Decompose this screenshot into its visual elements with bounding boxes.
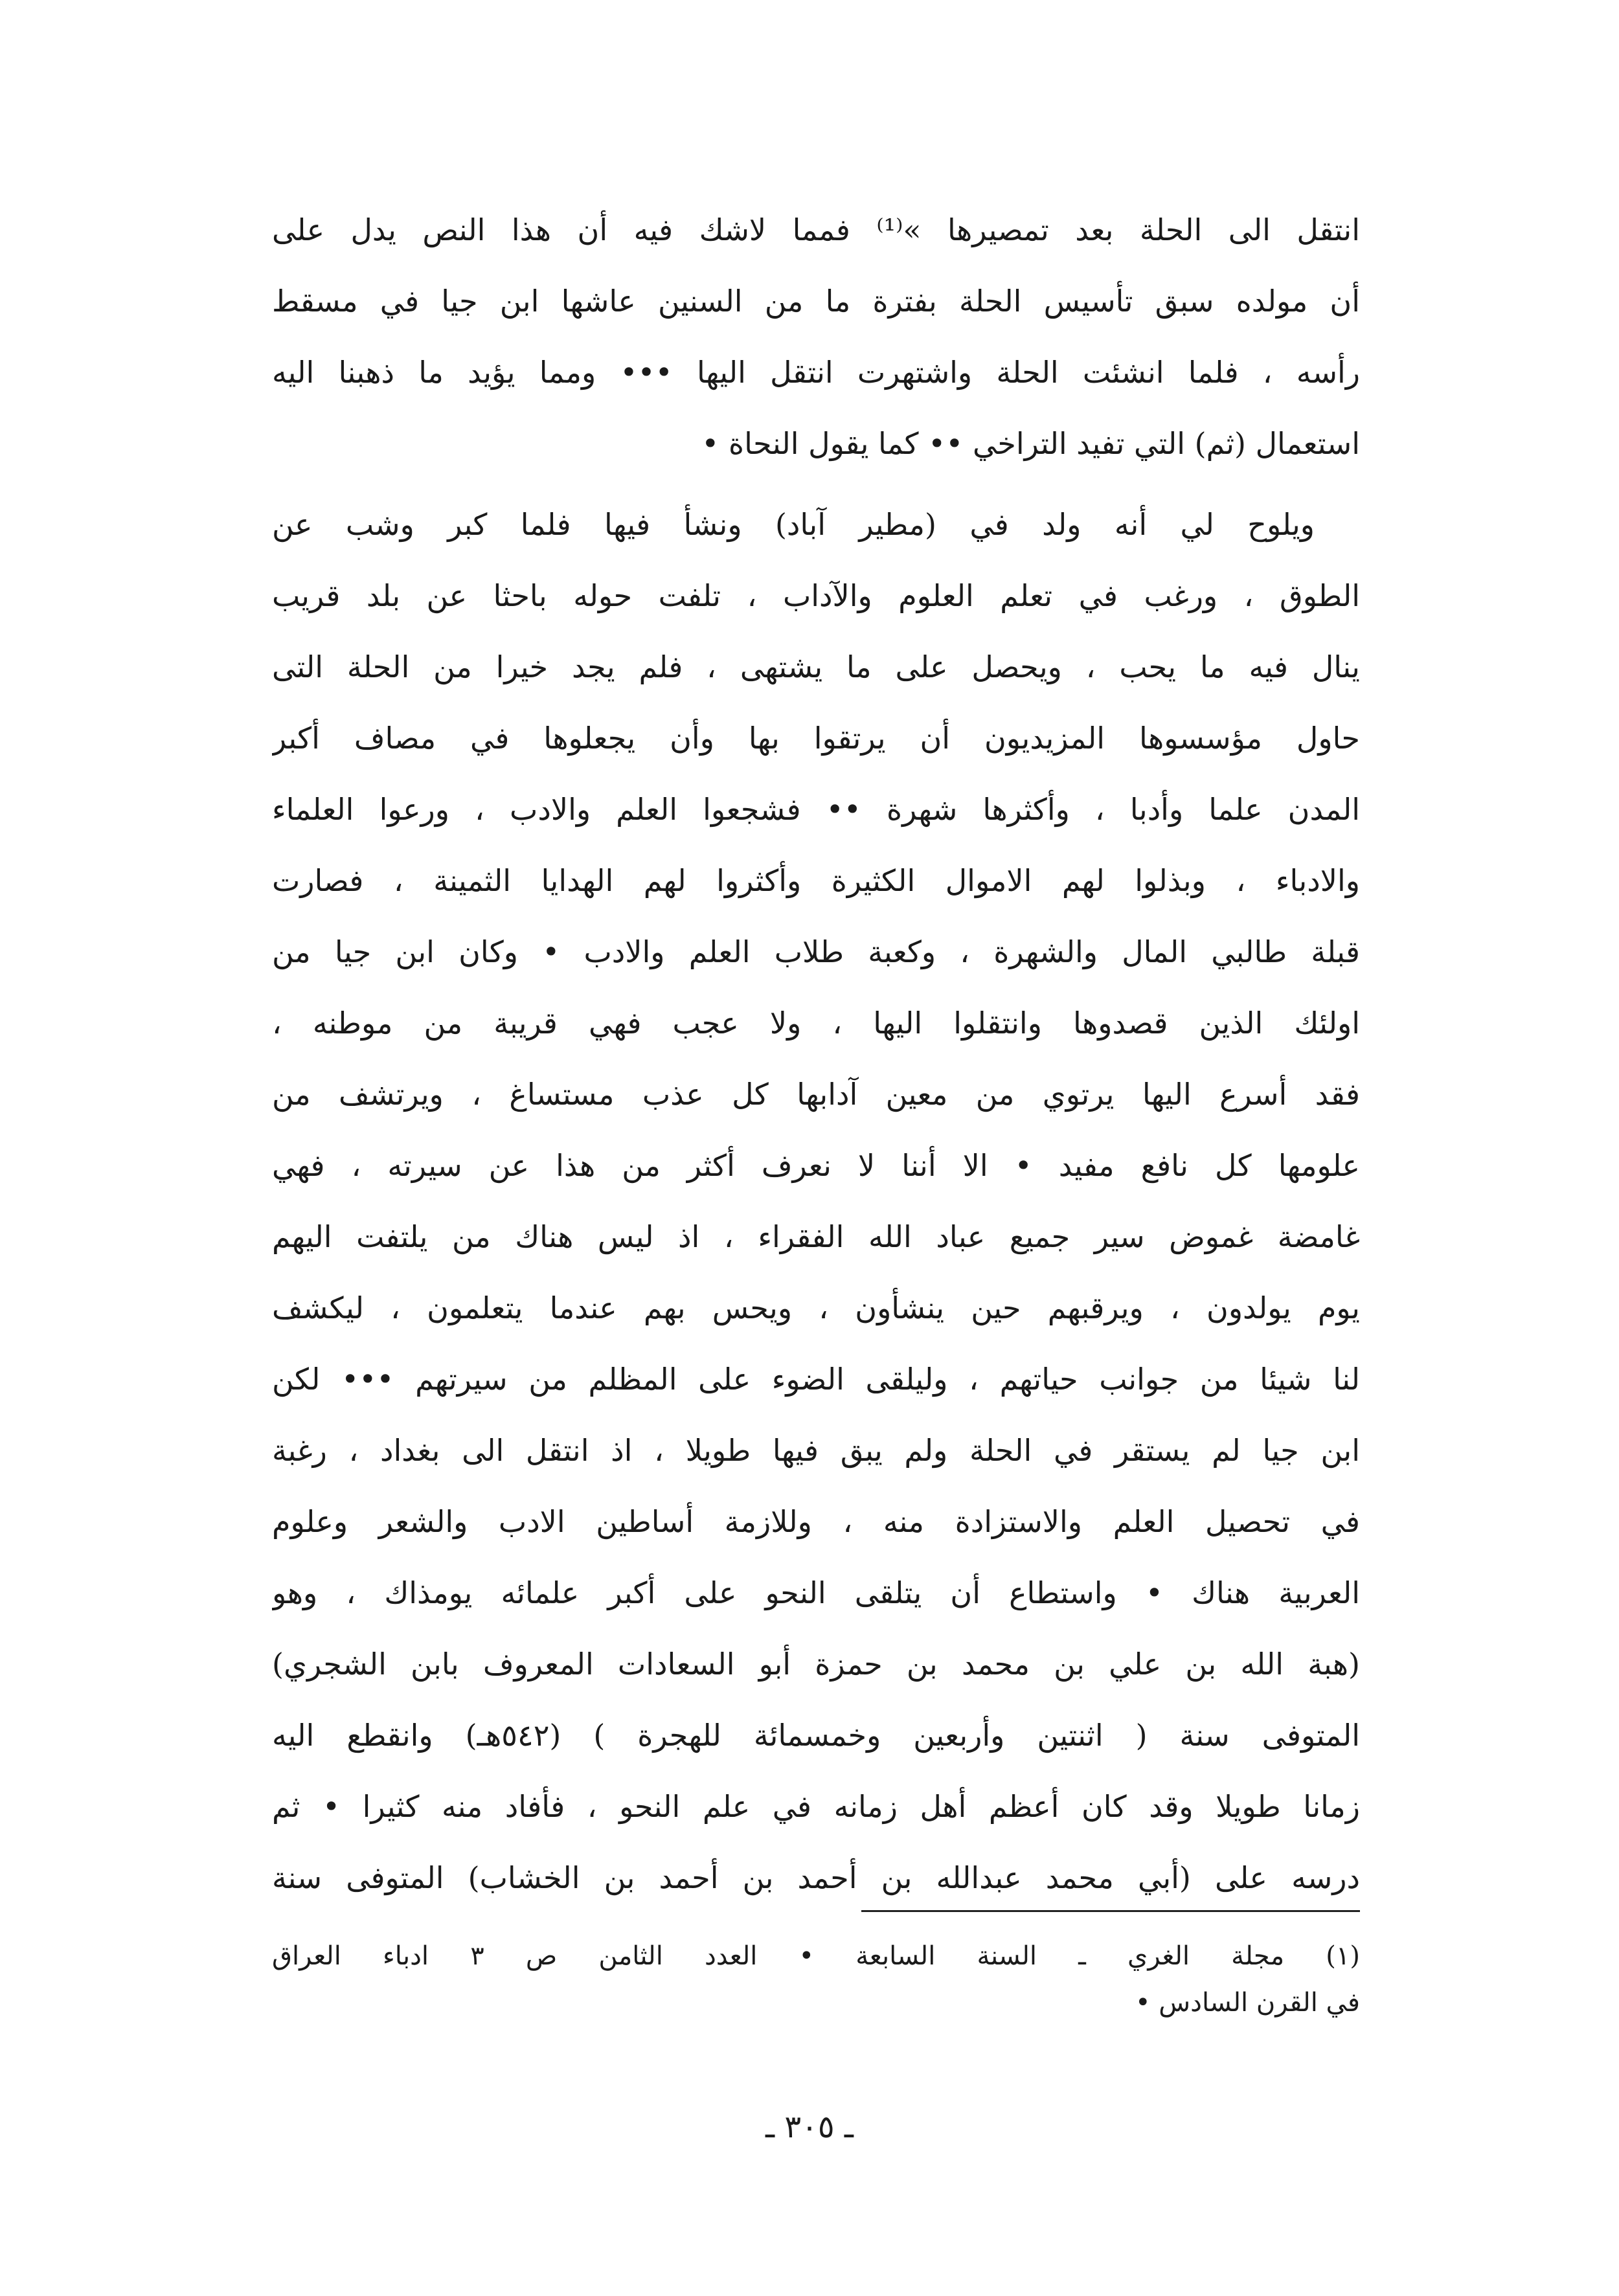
text-line: ابن جيا لم يستقر في الحلة ولم يبق فيها طويلا ، اذ انتقل الى بغداد ، رغبة [272,1433,1360,1468]
text-line: (هبة الله بن علي بن محمد بن حمزة أبو السعادات المعروف بابن الشجري) [272,1647,1360,1682]
text-line: يوم يولدون ، ويرقبهم حين ينشأون ، ويحس بهم عندما يتعلمون ، ليكشف [272,1290,1360,1325]
text-line: فقد أسرع اليها يرتوي من معين آدابها كل عذب مستساغ ، ويرتشف من [272,1077,1360,1112]
text-line: انتقل الى الحلة بعد تمصيرها »⁽¹⁾ فمما لاشك فيه أن هذا النص يدل على [272,212,1360,247]
text-line: غامضة غموض سير جميع عباد الله الفقراء ، اذ ليس هناك من يلتفت اليهم [272,1219,1360,1254]
text-line: ويلوح لي أنه ولد في (مطير آباد) ونشأ فيها فلما كبر وشب عن [272,507,1315,542]
footnote-line: في القرن السادس • [1135,1988,1360,2018]
text-line: استعمال (ثم) التي تفيد التراخي •• كما يقول النحاة • [701,426,1360,461]
page-number: ـ ٣٠٥ ـ [765,2109,854,2145]
text-line: درسه على (أبي محمد عبدالله بن أحمد بن أحمد بن الخشاب) المتوفى سنة [272,1860,1360,1895]
text-line: المتوفى سنة ( اثنتين وأربعين وخمسمائة للهجرة ) (٥٤٢هـ) وانقطع اليه [272,1718,1360,1753]
text-line: الطوق ، ورغب في تعلم العلوم والآداب ، تلفت حوله باحثا عن بلد قريب [272,578,1360,613]
text-line: حاول مؤسسوها المزيديون أن يرتقوا بها وأن يجعلوها في مصاف أكبر [272,721,1360,756]
footnote [272,1933,1360,2026]
text-line: زمانا طويلا وقد كان أعظم أهل زمانه في علم النحو ، فأفاد منه كثيرا • ثم [272,1789,1360,1824]
text-line: أن مولده سبق تأسيس الحلة بفترة ما من السنين عاشها ابن جيا في مسقط [272,284,1360,319]
text-line: ينال فيه ما يحب ، ويحصل على ما يشتهى ، فلم يجد خيرا من الحلة التى [272,649,1360,684]
text-line: قبلة طالبي المال والشهرة ، وكعبة طلاب العلم والادب • وكان ابن جيا من [272,934,1360,969]
footnote-line: (١) مجلة الغري ـ السنة السابعة • العدد الثامن ص ٣ ادباء العراق [272,1941,1360,1971]
text-line: علومها كل نافع مفيد • الا أننا لا نعرف أكثر من هذا عن سيرته ، فهي [272,1148,1360,1183]
text-line: المدن علما وأدبا ، وأكثرها شهرة •• فشجعوا العلم والادب ، ورعوا العلماء [272,792,1360,827]
text-line: لنا شيئا من جوانب حياتهم ، وليلقى الضوء على المظلم من سيرتهم ••• لكن [272,1362,1360,1397]
text-line: اولئك الذين قصدوها وانتقلوا اليها ، ولا عجب فهي قريبة من موطنه ، [272,1006,1360,1041]
text-line: العربية هناك • واستطاع أن يتلقى النحو على أكبر علمائه يومذاك ، وهو [272,1575,1360,1610]
text-line: والادباء ، وبذلوا لهم الاموال الكثيرة وأكثروا لهم الهدايا الثمينة ، فصارت [272,863,1360,898]
paragraph-2 [272,489,1360,1913]
text-line: في تحصيل العلم والاستزادة منه ، وللازمة أساطين الادب والشعر وعلوم [272,1504,1360,1539]
paragraph-1 [272,194,1360,479]
footnote-divider [861,1910,1360,1912]
text-line: رأسه ، فلما انشئت الحلة واشتهرت انتقل اليها ••• ومما يؤيد ما ذهبنا اليه [272,355,1360,390]
